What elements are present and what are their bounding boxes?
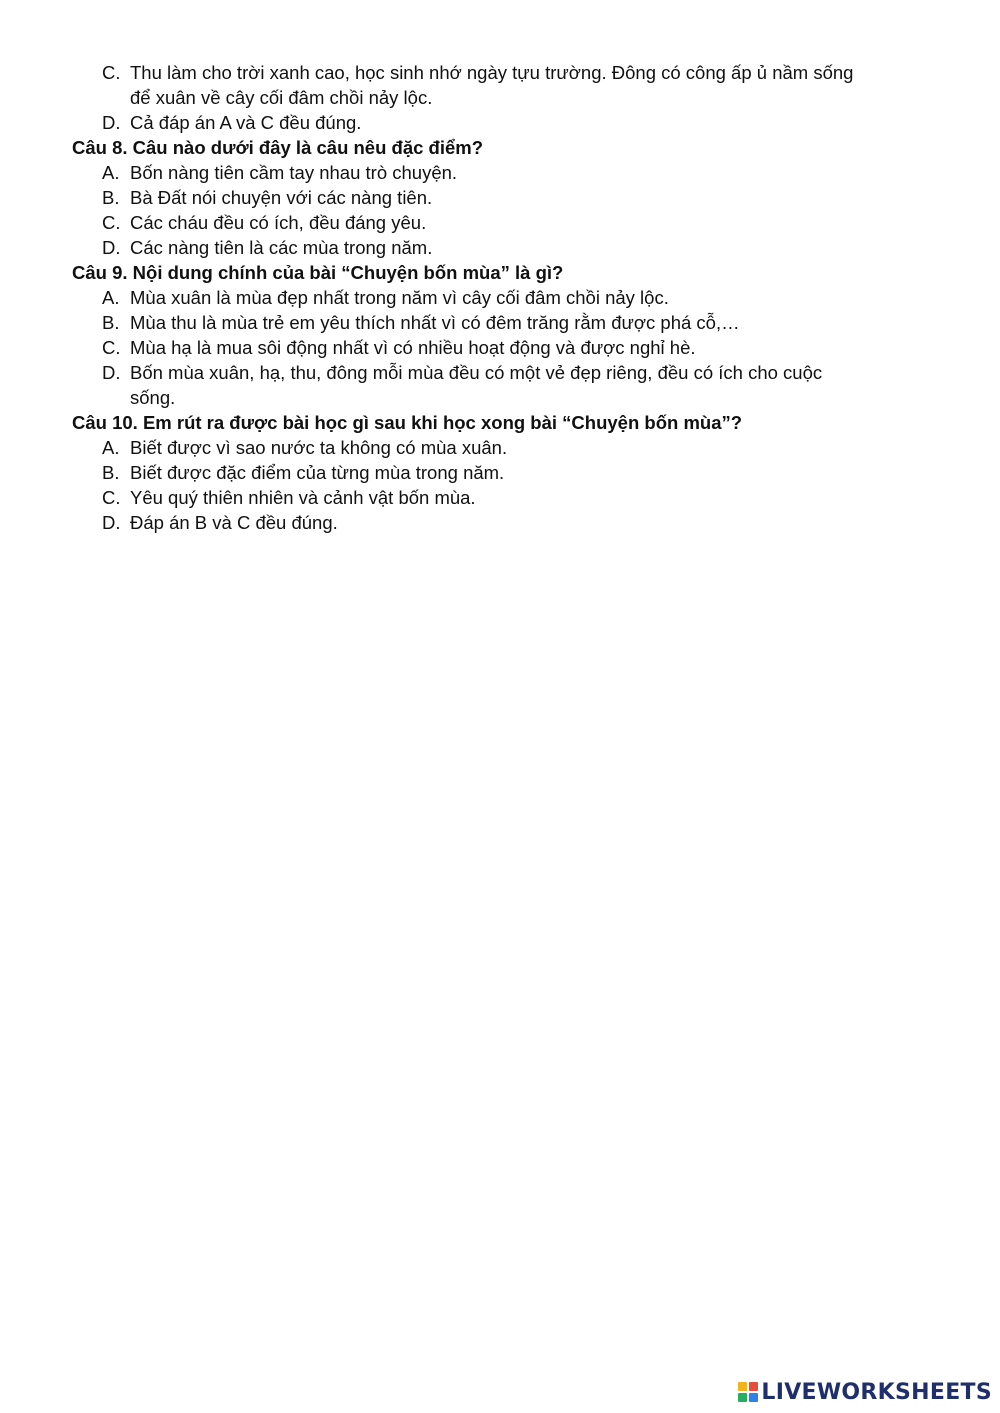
logo-square [749,1382,758,1391]
logo-square [738,1393,747,1402]
answer-option [72,510,932,535]
option-letter: B. [102,312,120,333]
answer-option [72,185,932,210]
option-letter: D. [102,362,121,383]
option-text: Các nàng tiên là các mùa trong năm. [130,237,433,258]
answer-option [72,60,932,85]
answer-option [72,310,932,335]
question-heading: Câu 8. Câu nào dưới đây là câu nêu đặc điểm? [72,137,484,158]
answer-option [72,335,932,360]
option-text: Biết được đặc điểm của từng mùa trong năm. [130,462,505,483]
answer-option [72,285,932,310]
option-text: Bốn nàng tiên cầm tay nhau trò chuyện. [130,162,458,183]
watermark-text: LIVEWORKSHEETS [761,1379,992,1405]
option-text: Các cháu đều có ích, đều đáng yêu. [130,212,427,233]
logo-square [749,1393,758,1402]
option-letter: A. [102,287,120,308]
option-text: Mùa thu là mùa trẻ em yêu thích nhất vì có đêm trăng rằm được phá cỗ,… [130,312,740,333]
option-letter: A. [102,437,120,458]
option-letter: D. [102,512,121,533]
option-letter: D. [102,237,121,258]
answer-option [72,435,932,460]
question-heading: Câu 9. Nội dung chính của bài “Chuyện bốn mùa” là gì? [72,262,564,283]
option-text: Đáp án B và C đều đúng. [130,512,338,533]
option-continuation: sống. [130,387,176,408]
option-text: Cả đáp án A và C đều đúng. [130,112,362,133]
answer-option [72,360,932,385]
answer-option [72,110,932,135]
option-letter: C. [102,212,121,233]
option-text: Mùa xuân là mùa đẹp nhất trong năm vì cây cối đâm chồi nảy lộc. [130,287,669,308]
option-text: Bà Đất nói chuyện với các nàng tiên. [130,187,433,208]
option-text: Yêu quý thiên nhiên và cảnh vật bốn mùa. [130,487,476,508]
question-list [72,60,932,535]
option-letter: B. [102,187,120,208]
option-text: Biết được vì sao nước ta không có mùa xuân. [130,437,508,458]
answer-option [72,485,932,510]
answer-option [72,235,932,260]
answer-option [72,160,932,185]
option-text: Mùa hạ là mua sôi động nhất vì có nhiều hoạt động và được nghỉ hè. [130,337,696,358]
option-letter: D. [102,112,121,133]
option-continuation: để xuân về cây cối đâm chồi nảy lộc. [130,87,433,108]
option-letter: C. [102,487,121,508]
option-letter: C. [102,62,121,83]
answer-option [72,210,932,235]
question-heading: Câu 10. Em rút ra được bài học gì sau khi học xong bài “Chuyện bốn mùa”? [72,412,743,433]
answer-option [72,460,932,485]
option-text: Bốn mùa xuân, hạ, thu, đông mỗi mùa đều có một vẻ đẹp riêng, đều có ích cho cuộc [130,362,823,383]
liveworksheets-watermark [738,1379,992,1405]
option-letter: B. [102,462,120,483]
liveworksheets-logo-icon [738,1382,758,1402]
option-letter: C. [102,337,121,358]
option-letter: A. [102,162,120,183]
option-text: Thu làm cho trời xanh cao, học sinh nhớ ngày tựu trường. Đông có công ấp ủ nầm sống [130,62,854,83]
logo-square [738,1382,747,1391]
